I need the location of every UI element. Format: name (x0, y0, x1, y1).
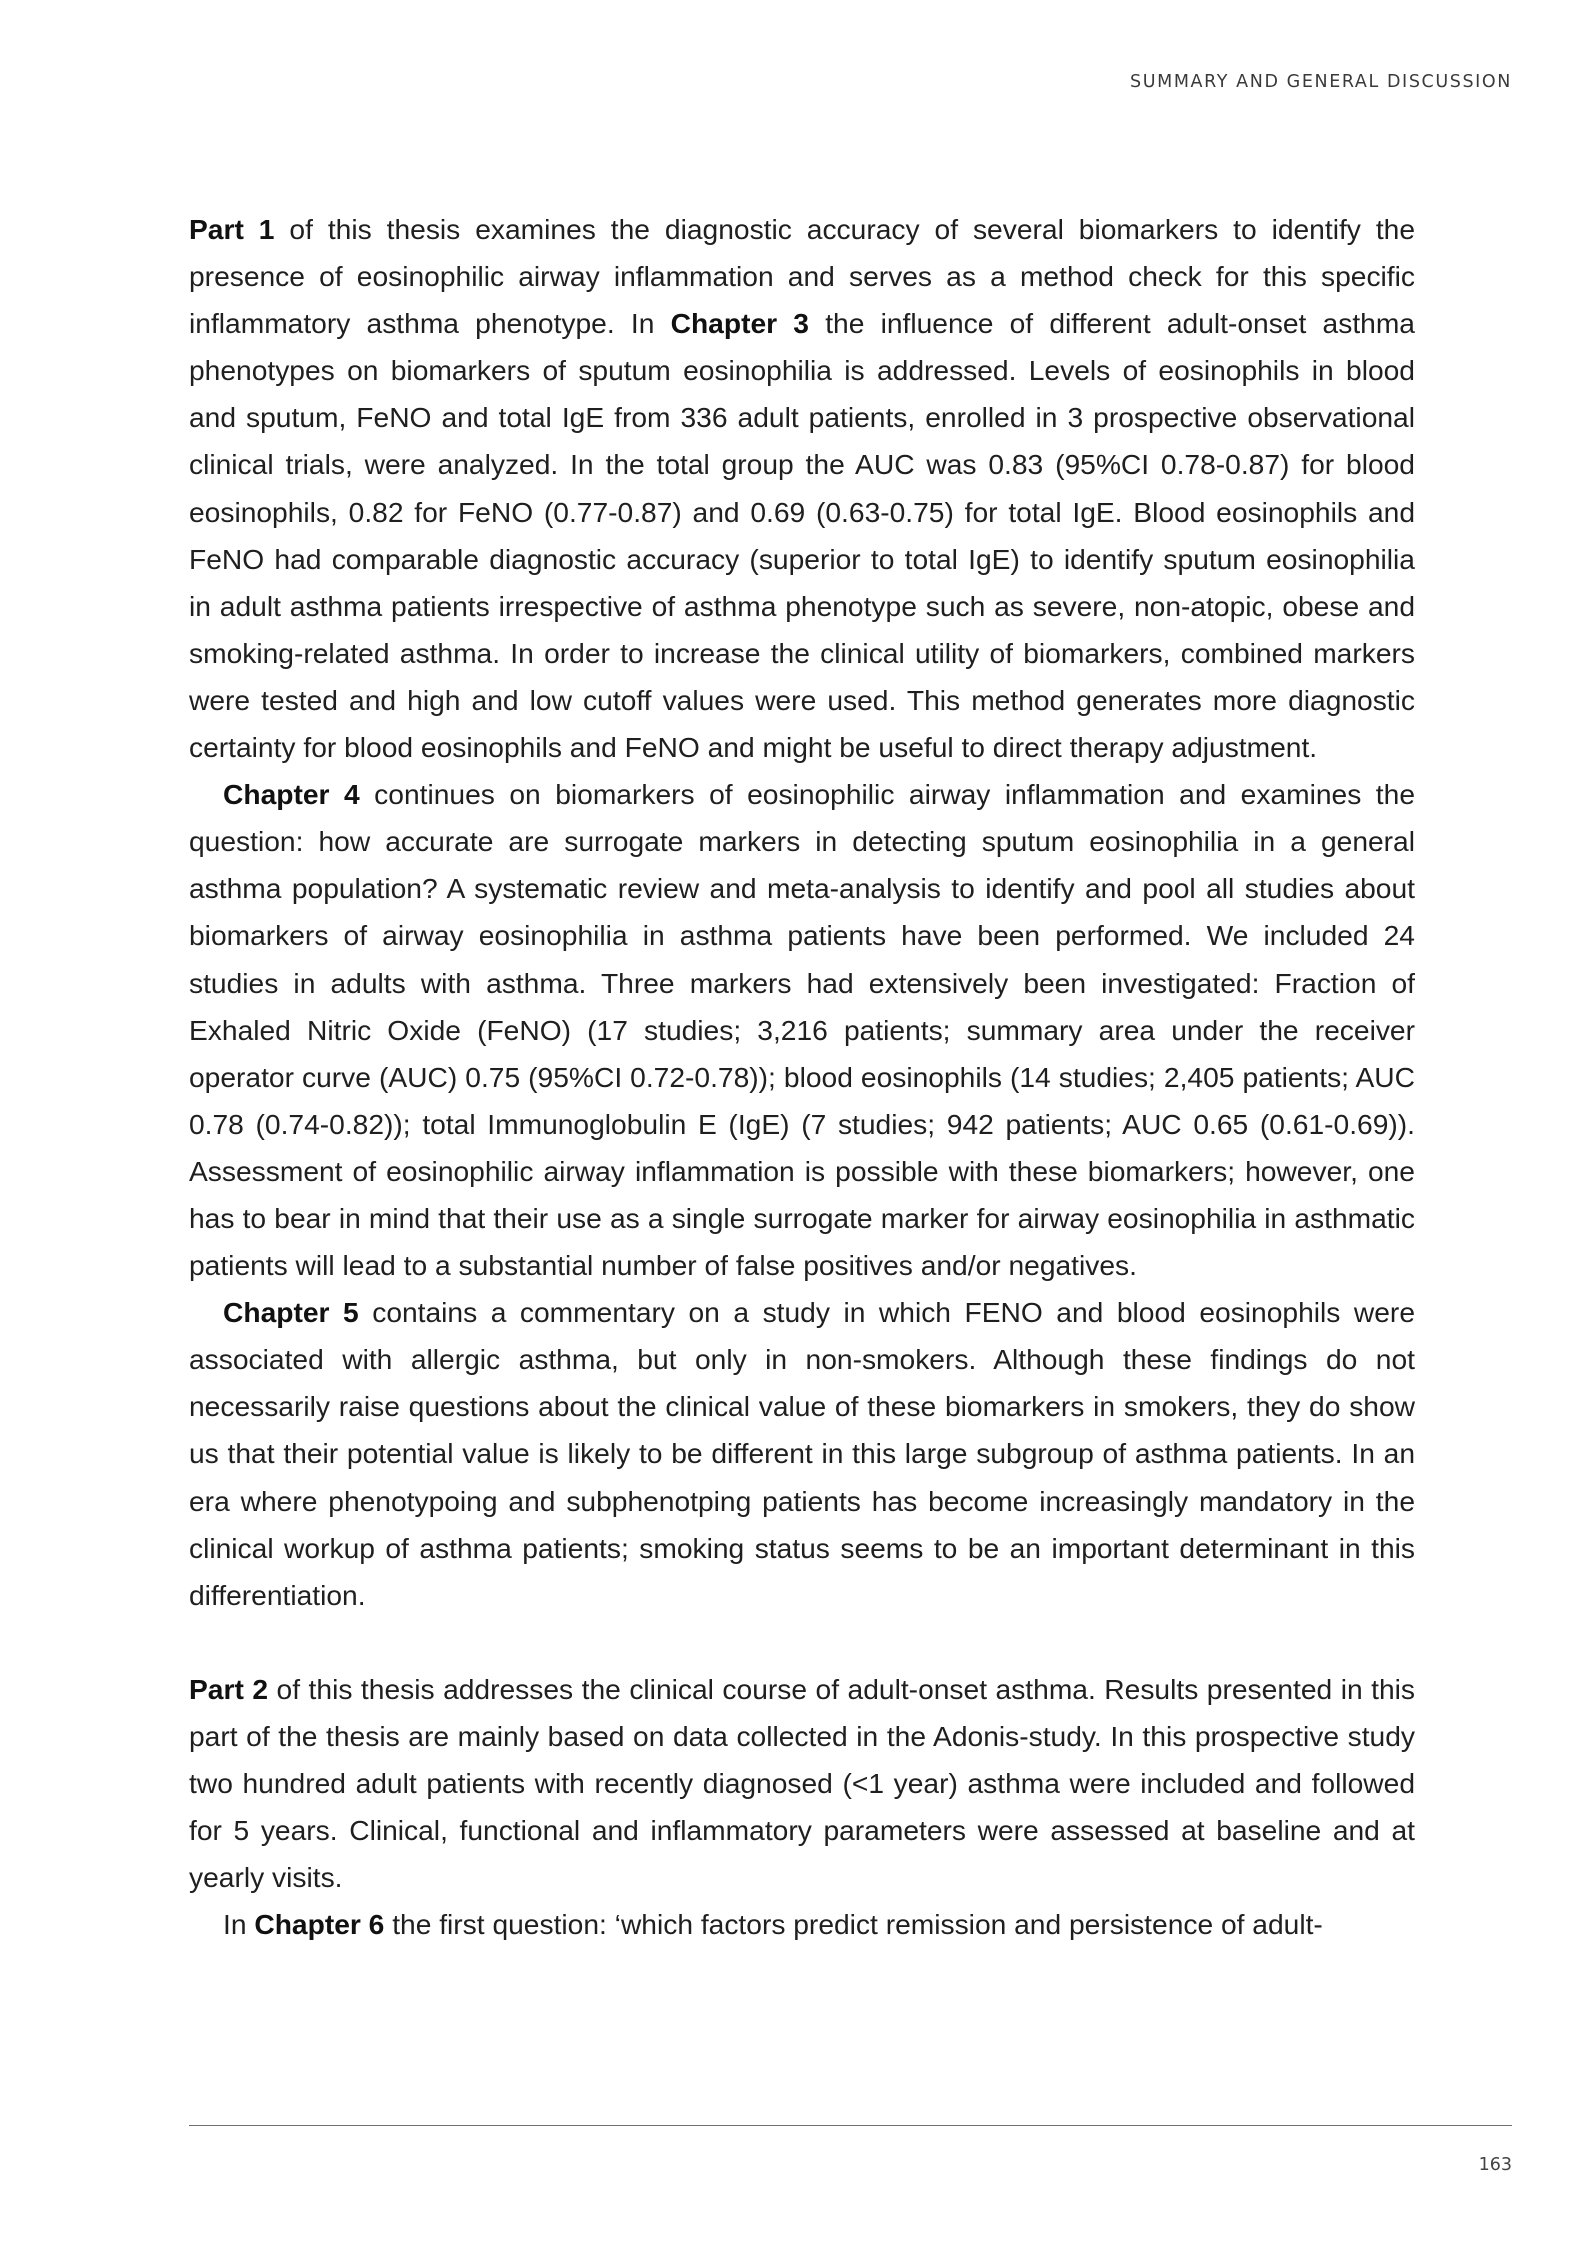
body-text (189, 206, 1415, 1948)
bold-part-1: Part 1 (189, 213, 275, 245)
bold-part-2: Part 2 (189, 1672, 269, 1705)
text-segment: the first question: ‘which factors predict remission and persistence of adult- (384, 1908, 1323, 1941)
footer-rule (189, 2125, 1512, 2126)
text-segment: of this thesis addresses the clinical course of adult-onset asthma. Results presented in this part of the thesis are mainly based on data collected in the Adonis-study. In this prospective study two hundred adult patients with recently diagnosed (<1 year) asthma were included and followed for 5 years. Clinical, functional and inflammatory parameters were assessed at baseline and at yearly visits. (189, 1672, 1416, 1894)
bold-chapter-6: Chapter 6 (254, 1908, 385, 1941)
paragraph-part-1 (189, 206, 1415, 771)
bold-chapter-3: Chapter 3 (670, 307, 809, 340)
text-segment: of this thesis examines the diagnostic accuracy of several biomarkers to identify the presence of eosinophilic airway inflammation and serves as a method check for this specific inflammatory asthma phenotype. In (189, 213, 1416, 340)
running-header: SUMMARY AND GENERAL DISCUSSION (1130, 72, 1512, 92)
text-segment: contains a commentary on a study in which FENO and blood eosinophils were associated with allergic asthma, but only in non-smokers. Although these findings do not necessarily raise questions about the clinical value of these biomarkers in smokers, they do show us that their potential value is likely to be different in this large subgroup of asthma patients. In an era where phenotypoing and subphenotping patients has become increasingly mandatory in the clinical workup of asthma patients; smoking status seems to be an important determinant in this differentiation. (189, 1296, 1415, 1611)
bold-chapter-5: Chapter 5 (223, 1296, 359, 1329)
paragraph-part-2 (189, 1666, 1415, 1901)
paragraph-chapter-4 (189, 771, 1415, 1289)
paragraph-chapter-5 (189, 1289, 1415, 1619)
bold-chapter-4: Chapter 4 (223, 778, 360, 811)
text-segment: In (223, 1908, 255, 1941)
text-segment: continues on biomarkers of eosinophilic airway inflammation and examines the question: how accurate are surrogate markers in detecting sputum eosinophilia in a general asthma population? A systematic review and meta-analysis to identify and pool all studies about biomarkers of airway eosinophilia in asthma patients have been performed. We included 24 studies in adults with asthma. Three markers had extensively been investigated: Fraction of Exhaled Nitric Oxide (FeNO) (17 studies; 3,216 patients; summary area under the receiver operator curve (AUC) 0.75 (95%CI 0.72-0.78)); blood eosinophils (14 studies; 2,405 patients; AUC 0.78 (0.74-0.82)); total Immunoglobulin E (IgE) (7 studies; 942 patients; AUC 0.65 (0.61-0.69)). Assessment of eosinophilic airway inflammation is possible with these biomarkers; however, one has to bear in mind that their use as a single surrogate marker for airway eosinophilia in asthmatic patients will lead to a substantial number of false positives and/or negatives. (189, 778, 1415, 1282)
page-number: 163 (1478, 2155, 1512, 2175)
paragraph-chapter-6 (189, 1901, 1415, 1948)
text-segment: the influence of different adult-onset asthma phenotypes on biomarkers of sputum eosinophilia is addressed. Levels of eosinophils in blood and sputum, FeNO and total IgE from 336 adult patients, enrolled in 3 prospective observational clinical trials, were analyzed. In the total group the AUC was 0.83 (95%CI 0.78-0.87) for blood eosinophils, 0.82 for FeNO (0.77-0.87) and 0.69 (0.63-0.75) for total IgE. Blood eosinophils and FeNO had comparable diagnostic accuracy (superior to total IgE) to identify sputum eosinophilia in adult asthma patients irrespective of asthma phenotype such as severe, non-atopic, obese and smoking-related asthma. In order to increase the clinical utility of biomarkers, combined markers were tested and high and low cutoff values were used. This method generates more diagnostic certainty for blood eosinophils and FeNO and might be useful to direct therapy adjustment. (189, 307, 1415, 764)
